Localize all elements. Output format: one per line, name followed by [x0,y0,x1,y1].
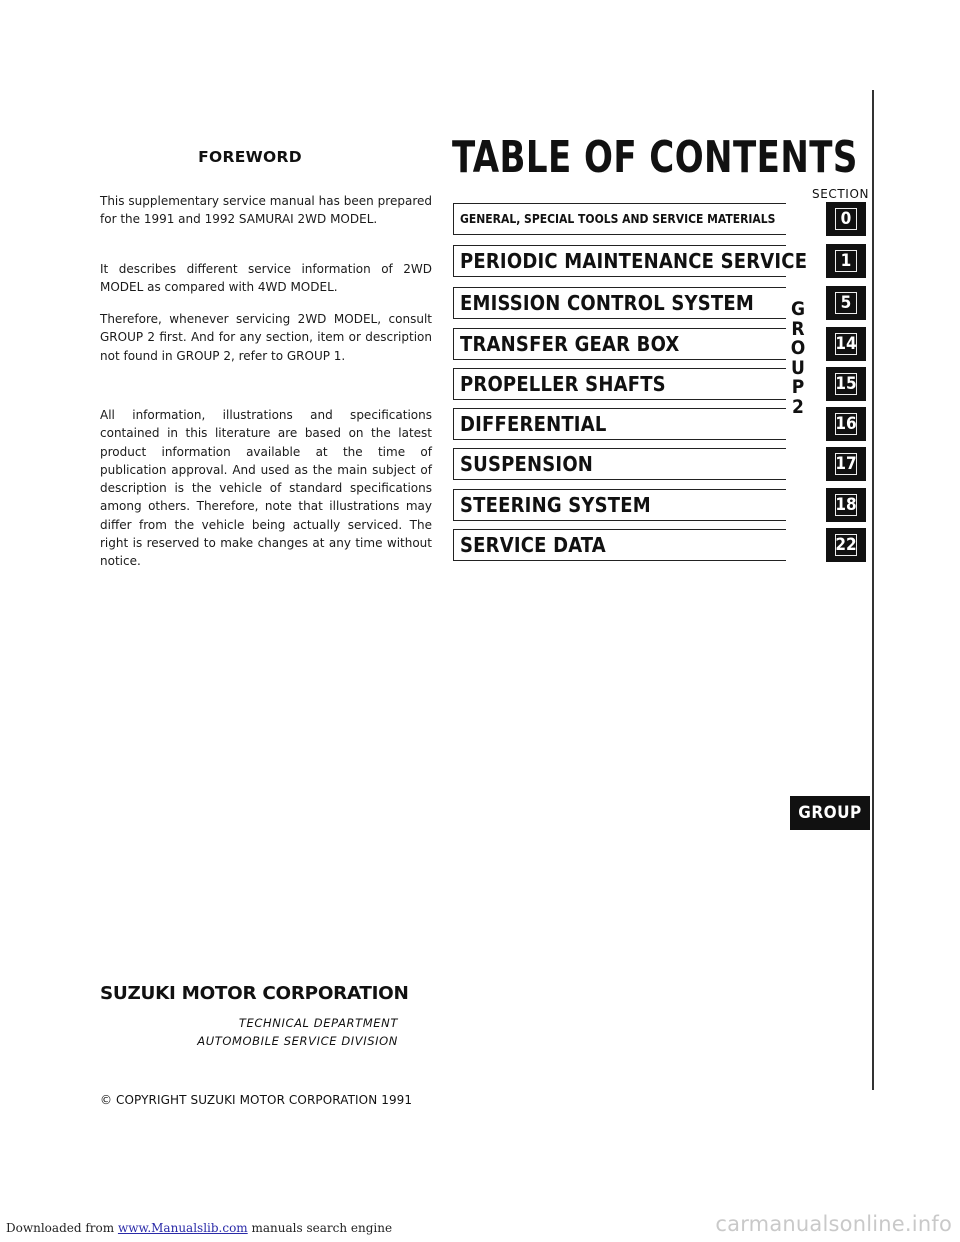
toc-row-label: SERVICE DATA [460,533,606,557]
toc-row-label: DIFFERENTIAL [460,412,607,436]
manualslib-link[interactable]: www.Manualslib.com [117,1221,248,1235]
group-vertical-label [788,300,808,417]
section-number: 15 [835,374,857,394]
group-letter: O [790,337,806,359]
section-badge[interactable] [826,367,866,401]
toc-row-label: TRANSFER GEAR BOX [460,332,680,356]
section-badge[interactable] [826,528,866,562]
download-line [6,1221,392,1235]
section-number: 5 [840,293,852,313]
section-badge[interactable] [826,407,866,441]
section-badge[interactable] [826,244,866,278]
section-badge[interactable] [826,202,866,236]
section-badge[interactable] [826,447,866,481]
toc-row[interactable] [453,529,786,561]
section-number: 1 [840,251,852,271]
toc-row-label: PERIODIC MAINTENANCE SERVICE [460,249,808,273]
right-margin-rule [872,90,874,1090]
foreword-paragraph: This supplementary service manual has been prepared for the 1991 and 1992 SAMURAI 2WD MODEL. [100,194,432,227]
toc-row-label: GENERAL, SPECIAL TOOLS AND SERVICE MATERIALS [460,212,776,226]
department-line: TECHNICAL DEPARTMENT [238,1016,398,1030]
group-letter: P [791,376,805,398]
section-badge[interactable] [826,488,866,522]
section-badge[interactable] [826,286,866,320]
download-suffix: manuals search engine [247,1221,393,1235]
division-line: AUTOMOBILE SERVICE DIVISION [197,1034,398,1048]
copyright-notice: © COPYRIGHT SUZUKI MOTOR CORPORATION 1991 [100,1093,413,1107]
foreword-paragraph: Therefore, whenever servicing 2WD MODEL, consult GROUP 2 first. And for any section, item or description not found in GROUP 2, refer to GROUP 1. [100,312,432,363]
toc-row[interactable] [453,245,808,277]
company-name: SUZUKI MOTOR CORPORATION [100,983,409,1004]
section-number: 17 [835,454,857,474]
toc-row[interactable] [453,368,786,400]
section-badge[interactable] [826,327,866,361]
toc-row-label: STEERING SYSTEM [460,493,651,517]
toc-row[interactable] [453,448,786,480]
watermark: carmanualsonline.info [715,1212,952,1236]
group-letter: U [791,356,805,379]
section-column-label: SECTION [812,187,870,201]
download-prefix: Downloaded from [6,1221,118,1235]
toc-row[interactable] [453,489,786,521]
group-letter: R [791,317,805,340]
toc-row-label: SUSPENSION [460,452,594,476]
toc-row[interactable] [453,287,786,319]
foreword-paragraph: All information, illustrations and specifications contained in this literature are based on the latest product information available at the time of publication approval. And used as the main subject of description is the vehicle of standard specifications among others. Therefore, note that illustrations may differ from the vehicle being actually serviced. The right is reserved to make changes at any time without notice. [100,408,432,569]
section-number: 0 [840,209,852,229]
toc-row[interactable] [453,408,786,440]
section-number: 22 [835,535,857,555]
section-number: 16 [835,414,857,434]
toc-row-label: EMISSION CONTROL SYSTEM [460,291,754,315]
group-tab[interactable]: GROUP 2 [790,796,870,830]
toc-row[interactable] [453,203,786,235]
group-letter: G [790,298,806,320]
section-number: 18 [835,495,857,515]
group-letter: 2 [792,395,804,418]
toc-title: TABLE OF CONTENTS [452,132,858,183]
section-number: 14 [835,334,857,354]
foreword-title: FOREWORD [198,148,302,166]
foreword-paragraph: It describes different service information of 2WD MODEL as compared with 4WD MODEL. [100,262,432,295]
toc-row-label: PROPELLER SHAFTS [460,372,666,396]
toc-row[interactable] [453,328,786,360]
